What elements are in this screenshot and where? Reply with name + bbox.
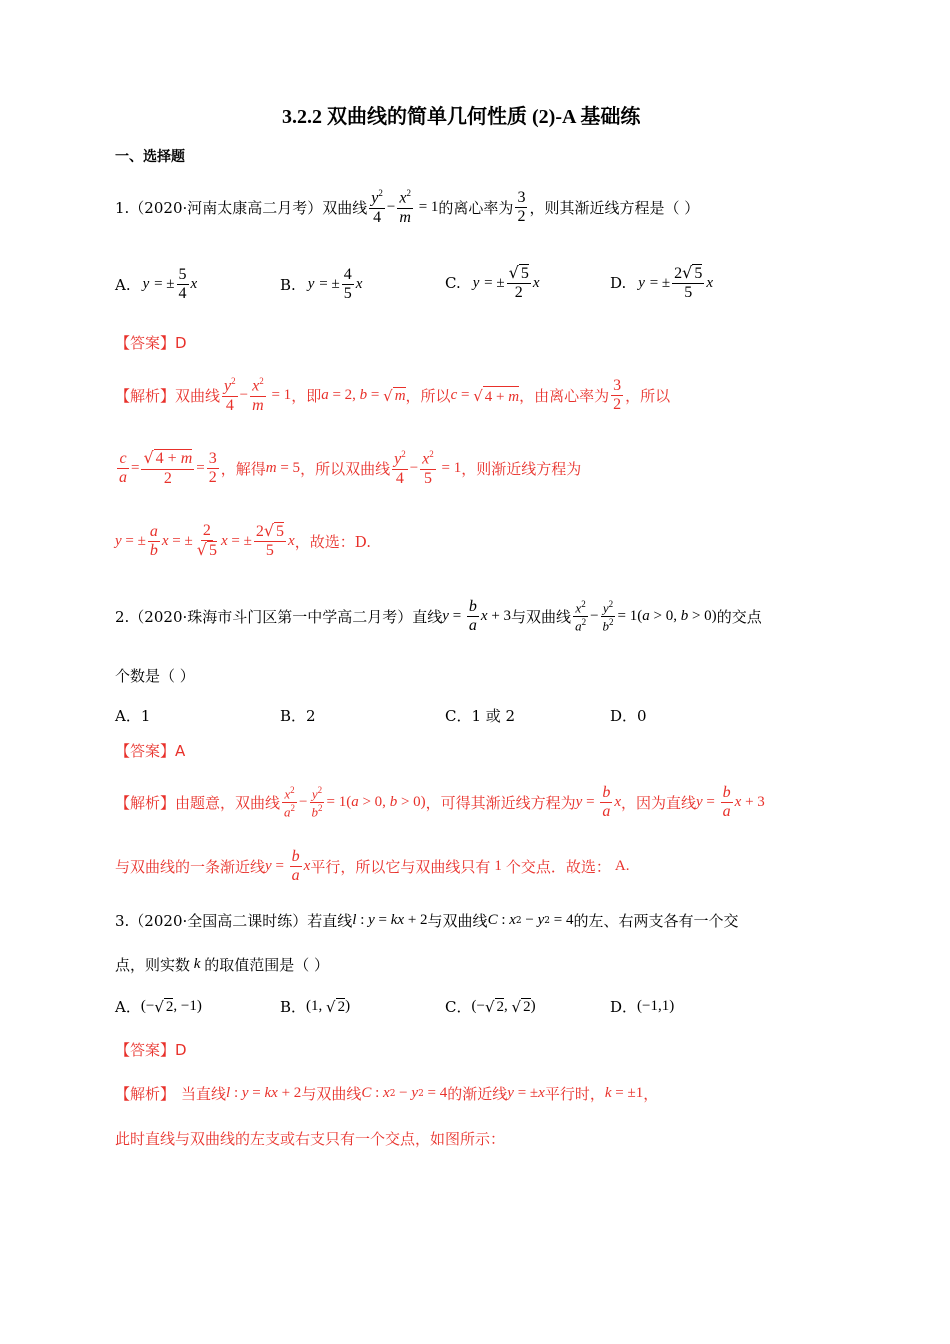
q2-answer: 【答案】A <box>115 742 186 760</box>
q1-option-a[interactable]: A. y = ± $\frac{5}{4}$ x <box>115 266 198 303</box>
q3-analysis-line2: 此时直线与双曲线的左支或右支只有一个交点，如图所示： <box>115 1130 506 1148</box>
question-3-stem-line2: 点，则实数 k 的取值范围是（ ） <box>115 956 329 974</box>
q2-analysis-line2: 与双曲线的一条渐近线 y = $\frac{b}{a}$ x 平行，所以它与双曲线只有 1 个交点．故选： A. <box>115 848 630 885</box>
q3-option-d[interactable]: D． (−1,1) <box>610 998 675 1016</box>
q3-option-a[interactable]: A． (− √ 2 , −1) <box>115 997 202 1016</box>
question-2-stem: 2.（2020·珠海市斗门区第一中学高二月考）直线 y = $\frac{b}{a}$ x + 3 与双曲线 $\frac{x^2}{a^2}$ − $\frac{y^2}{b^2}$ = 1( a > 0, b > 0) 的交点 <box>115 598 762 635</box>
q1-option-b[interactable]: B. y = ± $\frac{4}{5}$ x <box>280 266 363 303</box>
question-2-stem-line2: 个数是（ ） <box>115 667 195 685</box>
q2-option-c[interactable]: C．1 或 2 <box>445 707 516 725</box>
q2-option-b[interactable]: B．2 <box>280 707 316 725</box>
q1-option-d[interactable]: D. y = ± $\frac{2√ 5}{5}$ x <box>610 263 714 302</box>
q3-option-c[interactable]: C． (− √ 2 , √ 2 ) <box>445 997 536 1016</box>
question-3-stem: 3.（2020·全国高二课时练）若直线 l : y = kx + 2 与双曲线 C : x 2 − y 2 = 4 的左、右两支各有一个交 <box>115 912 739 930</box>
q1-analysis-line1: 【解析】 双曲线 $\frac{y^2}{4}$ − $\frac{x^2}{m}$ = 1 ，即 a = 2, b = √ m ，所以 c = √ 4 + m ，由离心率为 $\frac{3}{2}$ ，所以 <box>115 376 671 414</box>
q3-option-b[interactable]: B． (1, √ 2 ) <box>280 997 351 1016</box>
q1-option-c[interactable]: C. y = ± $\frac{√ 5}{2}$ x <box>445 263 540 302</box>
q3-answer: 【答案】D <box>115 1041 187 1059</box>
q3-analysis-line1: 【解析】 当直线 l : y = kx + 2 与双曲线 C : x 2 − y 2 = 4 的渐近线 y = ± x 平行时， k = ±1 ， <box>115 1085 659 1103</box>
q1-analysis-line3: y = ± $\frac{a}{b}$ x = ± $\frac{2}{√ 5}$ x = ± $\frac{2√ 5}{5}$ x ，故选：D. <box>115 521 371 560</box>
q2-option-a[interactable]: A．1 <box>115 707 151 725</box>
q1-analysis-line2: $\frac{c}{a}$ = $\frac{√ 4 + m}{2}$ = $\frac{3}{2}$ ，解得 m = 5 ，所以双曲线 $\frac{y^2}{4}$ − $\frac{x^2}{5}$ = 1 ，则渐近线方程为 <box>119 448 582 487</box>
question-1-stem: 1.（2020·河南太康高二月考）双曲线 $\frac{y^2}{4}$ − $\frac{x^2}{m}$ = 1 的离心率为 $\frac{3}{2}$ ，则其渐近线方程是（ ） <box>115 188 700 226</box>
section-heading: 一、选择题 <box>115 149 185 165</box>
q2-analysis-line1: 【解析】 由题意，双曲线 $\frac{x^2}{a^2}$ − $\frac{y^2}{b^2}$ = 1( a > 0, b > 0) ，可得其渐近线方程为 y = $\frac{b}{a}$ x ，因为直线 y = $\frac{b}{a}$ x + 3 <box>115 784 765 821</box>
q2-option-d[interactable]: D．0 <box>610 707 647 725</box>
page-title: 3.2.2 双曲线的简单几何性质 (2)-A 基础练 <box>282 106 641 128</box>
q1-answer: 【答案】D <box>115 334 187 352</box>
